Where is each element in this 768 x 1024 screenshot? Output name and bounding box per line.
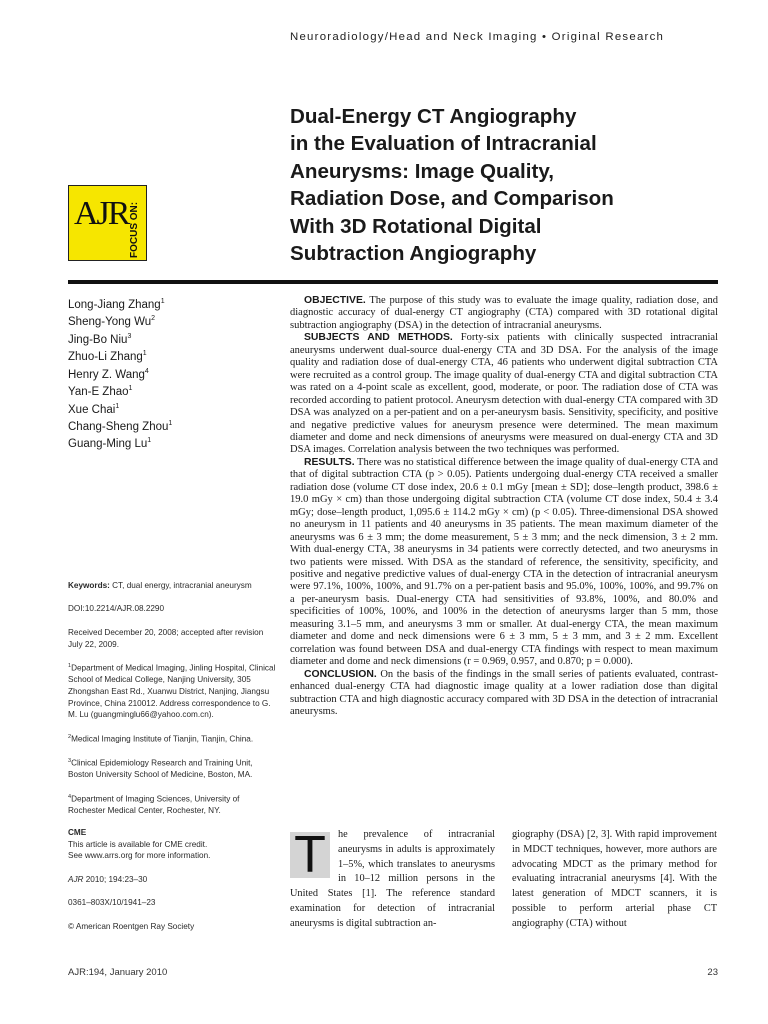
title-line: Subtraction Angiography: [290, 242, 537, 266]
drop-cap: T: [290, 832, 330, 878]
abstract-conclusion: CONCLUSION. On the basis of the findings in the small series of patients evaluated, contrast-enhanced dual-energy CTA had diagnostic image quality at a lower radiation dose than digital subtraction CTA and high diagnostic accuracy compared with 3D DSA in the detection of intracranial aneurysms.: [290, 668, 718, 717]
received-date: Received December 20, 2008; accepted after revision July 22, 2009.: [68, 628, 264, 649]
abstract: [290, 295, 718, 718]
ajr-logo-text: AJR: [74, 195, 129, 232]
issn: 0361–803X/10/1941–23: [68, 898, 156, 907]
title-line: Aneurysms: Image Quality,: [290, 159, 554, 183]
citation: AJR 2010; 194:23–30: [68, 875, 148, 884]
title-line: With 3D Rotational Digital: [290, 214, 542, 238]
title-divider: [68, 280, 718, 284]
author-item: Sheng-Yong Wu$^2$: [68, 315, 156, 329]
section-category: Neuroradiology/Head and Neck Imaging • Original Research: [290, 31, 665, 43]
copyright: © American Roentgen Ray Society: [68, 922, 195, 931]
title-line: Dual-Energy CT Angiography: [290, 105, 577, 128]
footer-journal: AJR:194, January 2010: [68, 967, 168, 978]
body-text: giography (DSA) [2, 3]. With rapid improvement in MDCT techniques, however, more authors are advocating MDCT as the primary method for evaluating intracranial aneurysms [4]. With the latest generation of MDCT scanners, it is possible to perform arterial phase CT angiography (CTA) without: [512, 829, 717, 929]
author-list: [68, 295, 268, 452]
title-line: Radiation Dose, and Comparison: [290, 187, 614, 211]
affiliation-2: $^2$Medical Imaging Institute of Tianjin, Tianjin, China.: [68, 734, 254, 744]
author-item: Zhuo-Li Zhang$^1$: [68, 350, 147, 364]
body-column-1: [290, 828, 495, 931]
author-item: Henry Z. Wang$^4$: [68, 367, 149, 381]
author-item: Chang-Sheng Zhou$^1$: [68, 419, 173, 433]
title-line: in the Evaluation of Intracranial: [290, 132, 597, 156]
cme-note: CME This article is available for CME credit. See www.arrs.org for more information.: [68, 828, 211, 861]
article-title: [290, 103, 730, 267]
ajr-focus-logo: [68, 185, 147, 261]
author-item: Jing-Bo Niu$^3$: [68, 332, 132, 346]
author-item: Yan-E Zhao$^1$: [68, 385, 133, 398]
abstract-methods: SUBJECTS AND METHODS. Forty-six patients with clinically suspected intracranial aneurysms underwent dual-source dual-energy CTA and 3D DSA. For the analysis of the image quality and radiation dose of dual-energy CTA, 46 patients who underwent digital subtraction CTA were recruited as a control group. The image quality of dual-energy CTA and digital subtraction CTA was rated on a 4-point scale as excellent, good, moderate, or poor. The radiation dose of CTA was recorded according to patient protocol. Aneurysm detection with dual-energy CTA compared with 3D DSA was analyzed on a per-patient and on a per-aneurysm basis. Sensitivity, specificity, and positive and negative predictive values for aneurysm presence were determined. The mean maximum diameter and dome and neck dimensions of aneurysms were measured on dual-energy CTA and 3D DSA images. Correlation analysis between the two techniques was performed.: [290, 332, 718, 456]
keywords: Keywords: CT, dual energy, intracranial aneurysm: [68, 581, 252, 590]
affiliation-4: $^4$Department of Imaging Sciences, University of Rochester Medical Center, Rochester, NY.: [68, 794, 240, 816]
author-item: Long-Jiang Zhang$^1$: [68, 298, 165, 311]
page-number: 23: [707, 967, 718, 978]
body-text: he prevalence of intracranial aneurysms in adults is approximately 1–5%, which translates to aneurysms in 10–12 million persons in the United States [1]. The reference standard examination for detection of intracranial aneurysms is digital subtraction an-: [290, 829, 495, 929]
abstract-objective: OBJECTIVE. The purpose of this study was to evaluate the image quality, radiation dose, and diagnostic accuracy of dual-energy CT angiography (CTA) compared with 3D rotational digital subtraction angiography (DSA) in the detection of intracranial aneurysms.: [290, 295, 718, 331]
abstract-results: RESULTS. There was no statistical difference between the image quality of dual-energy CTA and that of digital subtraction CTA (p > 0.05). Patients undergoing dual-energy CTA received a smaller radiation dose (volume CT dose index, 20.6 ± 0.1 mGy [mean ± SD]; dose–length product, 398.6 ± 19.0 mGy × cm) than those undergoing digital subtraction CTA (volume CT dose index, 50.4 ± 3.4 mGy; dose–length product, 1,095.6 ± 114.2 mGy × cm) (p < 0.05). Three-dimensional DSA showed no aneurysm in 11 patients and 40 aneurysms in 35 patients. The mean maximum diameter of the aneurysms was 6 ± 3 mm; the dome measurement, 5 ± 3 mm; and the neck dimension, 3 ± 2 mm. With dual-energy CTA, 38 aneurysms in 34 patients were correctly detected, and two aneurysms in two patients were missed. With DSA as the standard of reference, the sensitivity, specificity, and positive and negative predictive values of dual-energy CTA in the detection of intracranial aneurysm were 97.1%, 100%, 100%, and 91.7% on a per-patient basis and 95.0%, 100%, 100%, and 99.7% on a per-aneurysm basis. Dual-energy CTA had sensitivities of 93.8%, 100%, and 80.0% and specificities of 100%, 100%, and 100% in the detection of aneurysms larger than 5 mm, those measuring 3.1–5 mm, and aneurysms 3 mm or smaller. At dual-energy CTA, the mean maximum diameter and dome and neck dimensions were 6 ± 3 mm, 5 ± 3 mm, and 3 ± 2 mm. Excellent correlation was found between DSA and dual-energy CTA findings with respect to mean maximum diameter and dome and neck dimensions (r = 0.969, 0.957, and 0.870; p = 0.000).: [290, 456, 718, 668]
affiliation-1: $^1$Department of Medical Imaging, Jinling Hospital, Clinical School of Medical College, Nanjing University, 305 Zhongshan East Rd., Xuanwu District, Nanjing, Jiangsu Province, China 210012. Address correspondence to G. M. Lu (guangminglu66@yahoo.com.cn).: [68, 663, 276, 720]
focus-on-label: FOCUS ON:: [129, 201, 140, 258]
doi: DOI:10.2214/AJR.08.2290: [68, 604, 165, 613]
author-item: Guang-Ming Lu$^1$: [68, 437, 152, 451]
affiliation-3: $^3$Clinical Epidemiology Research and Training Unit, Boston University School of Medicine, Boston, MA.: [68, 758, 253, 780]
author-item: Xue Chai$^1$: [68, 402, 120, 416]
body-column-2: [512, 828, 717, 931]
